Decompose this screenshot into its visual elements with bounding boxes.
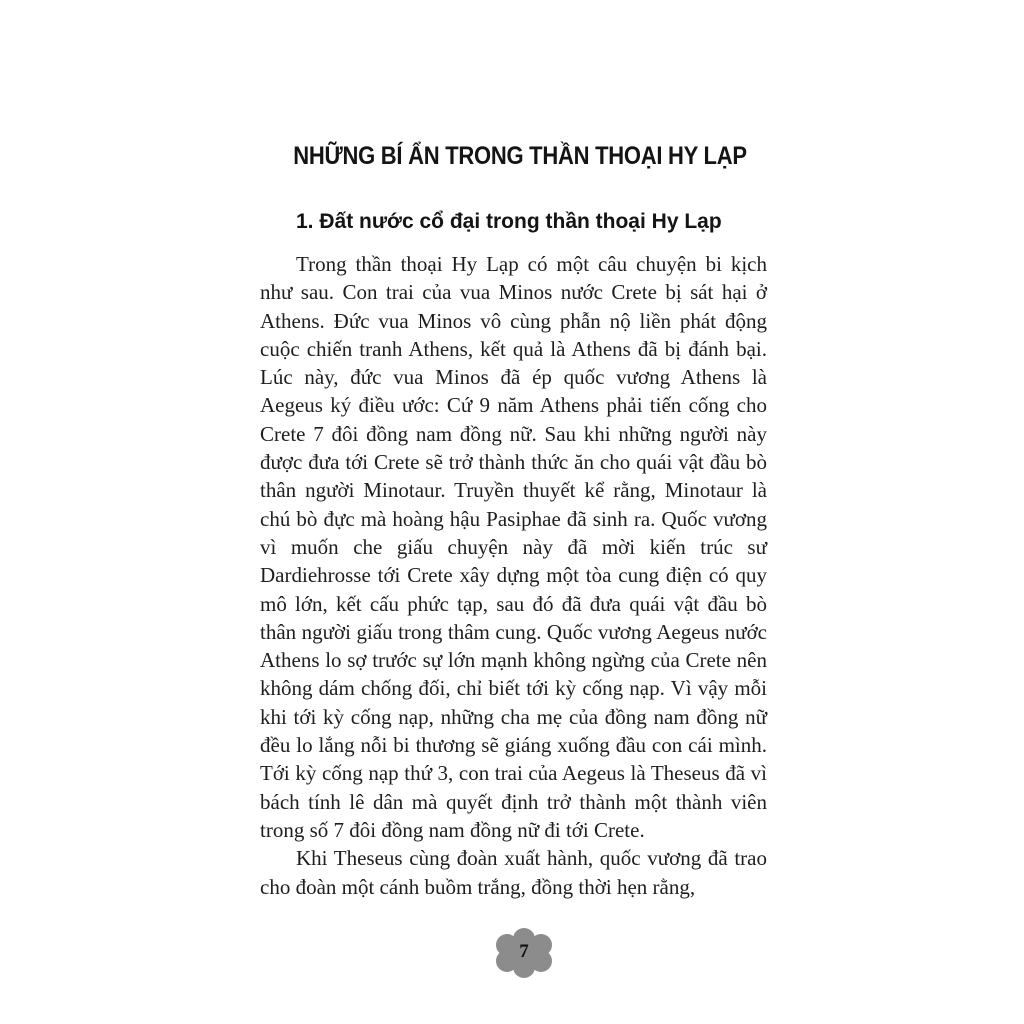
paragraph-2: Khi Theseus cùng đoàn xuất hành, quốc vương đã trao cho đoàn một cánh buồm trắng, đồng thời hẹn rằng, xyxy=(260,846,767,899)
page-number: 7 xyxy=(519,941,529,962)
section-heading: 1. Đất nước cổ đại trong thần thoại Hy Lạp xyxy=(296,210,722,233)
chapter-title: NHỮNG BÍ ẨN TRONG THẦN THOẠI HY LẠP xyxy=(293,142,747,170)
paragraph-1: Trong thần thoại Hy Lạp có một câu chuyện bi kịch như sau. Con trai của vua Minos nước Crete bị sát hại ở Athens. Đức vua Minos vô cùng phẫn nộ liền phát động cuộc chiến tranh Athens, kết quả là Athens đã bị đánh bại. Lúc này, đức vua Minos đã ép quốc vương Athens là Aegeus ký điều ước: Cứ 9 năm Athens phải tiến cống cho Crete 7 đôi đồng nam đồng nữ. Sau khi những người này được đưa tới Crete sẽ trở thành thức ăn cho quái vật đầu bò thân người Minotaur. Truyền thuyết kể rằng, Minotaur là chú bò đực mà hoàng hậu Pasiphae đã sinh ra. Quốc vương vì muốn che giấu chuyện này đã mời kiến trúc sư Dardiehrosse tới Crete xây dựng một tòa cung điện có quy mô lớn, kết cấu phức tạp, sau đó đã đưa quái vật đầu bò thân người giấu trong thâm cung. Quốc vương Aegeus nước Athens lo sợ trước sự lớn mạnh không ngừng của Crete nên không dám chống đối, chỉ biết tới kỳ cống nạp. Vì vậy mỗi khi tới kỳ cống nạp, những cha mẹ của đồng nam đồng nữ đều lo lắng nỗi bi thương sẽ giáng xuống đầu con cái mình. Tới kỳ cống nạp thứ 3, con trai của Aegeus là Theseus đã vì bách tính lê dân mà quyết định trở thành một thành viên trong số 7 đôi đồng nam đồng nữ đi tới Crete. xyxy=(260,252,767,842)
page-number-badge xyxy=(493,928,555,978)
body-text xyxy=(260,250,767,901)
